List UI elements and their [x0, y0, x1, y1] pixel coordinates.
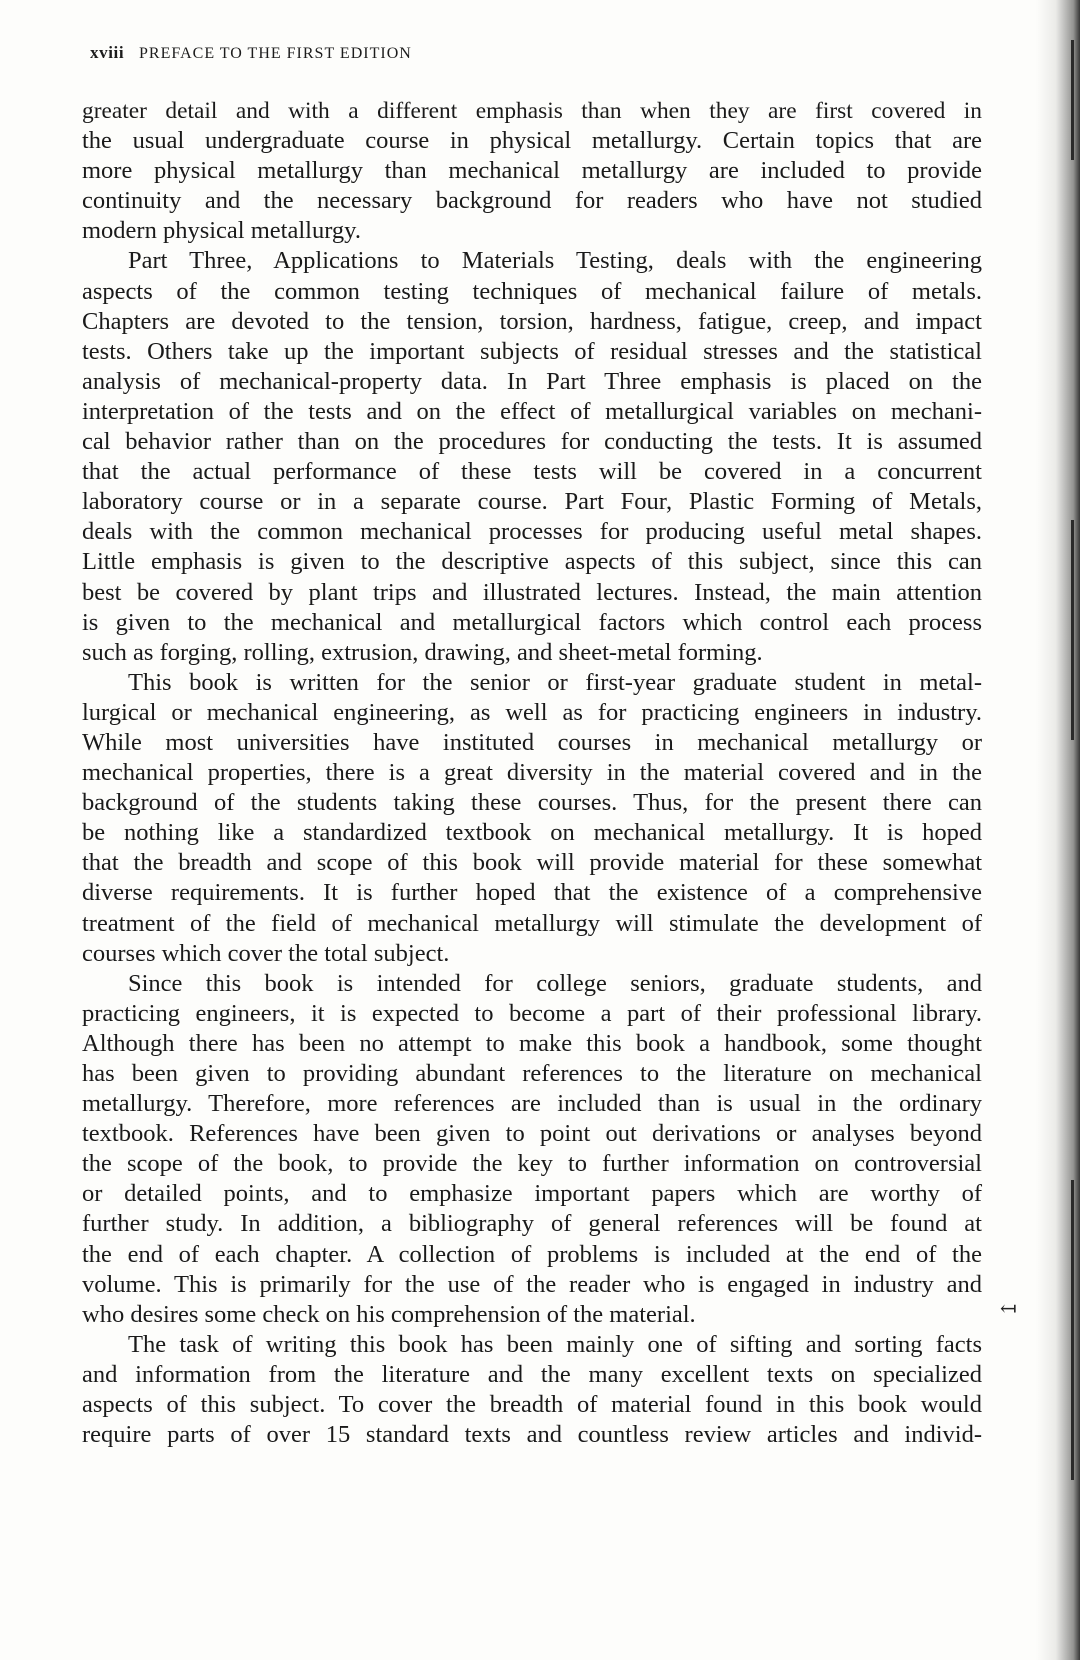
paragraph-start-line: Since this book is intended for college seniors, graduate students, and	[128, 969, 982, 997]
scan-edge-stripe	[1071, 520, 1074, 740]
page-number: xviii	[90, 43, 125, 62]
text-line: aspects of the common testing techniques of mechanical failure of metals.	[82, 277, 982, 305]
text-line: who desires some check on his comprehension of the material.	[82, 1300, 696, 1328]
text-line: require parts of over 15 standard texts and countless review articles and individ-	[82, 1421, 982, 1449]
running-title: PREFACE TO THE FIRST EDITION	[139, 45, 412, 62]
text-line: the end of each chapter. A collection of problems is included at the end of the	[82, 1240, 982, 1268]
text-line: that the breadth and scope of this book will provide material for these somewhat	[82, 849, 982, 877]
text-line: has been given to providing abundant references to the literature on mechanical	[82, 1060, 982, 1087]
running-head	[90, 43, 412, 63]
paragraph-start-line: This book is written for the senior or first-year graduate student in metal-	[128, 668, 982, 696]
text-line: the scope of the book, to provide the key to further information on controversial	[82, 1150, 982, 1178]
text-line: the usual undergraduate course in physical metallurgy. Certain topics that are	[82, 127, 982, 155]
scan-edge-stripe	[1071, 1180, 1074, 1480]
text-line: lurgical or mechanical engineering, as well as for practicing engineers in industry.	[82, 698, 982, 726]
text-line: and information from the literature and the many excellent texts on specialized	[82, 1360, 982, 1388]
text-line: such as forging, rolling, extrusion, drawing, and sheet-metal forming.	[82, 638, 763, 666]
text-line: continuity and the necessary background for readers who have not studied	[82, 187, 982, 215]
text-line: practicing engineers, it is expected to become a part of their professional library.	[82, 999, 982, 1027]
text-line: that the actual performance of these tests will be covered in a concurrent	[82, 458, 982, 486]
text-line: treatment of the field of mechanical metallurgy will stimulate the development of	[82, 909, 982, 937]
text-line: Chapters are devoted to the tension, torsion, hardness, fatigue, creep, and impact	[82, 307, 982, 335]
text-line: deals with the common mechanical processes for producing useful metal shapes.	[82, 518, 982, 546]
text-line: or detailed points, and to emphasize important papers which are worthy of	[82, 1180, 982, 1208]
text-line: Little emphasis is given to the descriptive aspects of this subject, since this can	[82, 548, 982, 576]
body-text	[82, 96, 982, 1450]
scan-edge-shadow	[1036, 0, 1080, 1660]
text-line: Although there has been no attempt to make this book a handbook, some thought	[82, 1029, 982, 1057]
text-line: interpretation of the tests and on the effect of metallurgical variables on mechani-	[82, 397, 982, 425]
paragraph-start-line: The task of writing this book has been mainly one of sifting and sorting facts	[128, 1330, 982, 1358]
text-line: aspects of this subject. To cover the breadth of material found in this book would	[82, 1391, 982, 1419]
text-line: mechanical properties, there is a great diversity in the material covered and in the	[82, 759, 982, 787]
text-line: greater detail and with a different emphasis than when they are first covered in	[82, 98, 982, 124]
text-line: tests. Others take up the important subjects of residual stresses and the statistical	[82, 337, 982, 365]
text-line: further study. In addition, a bibliography of general references will be found at	[82, 1210, 982, 1238]
text-line: textbook. References have been given to point out derivations or analyses beyond	[82, 1120, 982, 1148]
text-line: While most universities have instituted courses in mechanical metallurgy or	[82, 728, 982, 756]
text-line: be nothing like a standardized textbook on mechanical metallurgy. It is hoped	[82, 819, 982, 847]
text-line: cal behavior rather than on the procedures for conducting the tests. It is assumed	[82, 428, 982, 456]
text-line: is given to the mechanical and metallurgical factors which control each process	[82, 608, 982, 636]
text-line: courses which cover the total subject.	[82, 939, 450, 967]
text-line: background of the students taking these courses. Thus, for the present there can	[82, 789, 982, 817]
text-line: diverse requirements. It is further hoped that the existence of a comprehensive	[82, 879, 982, 907]
text-line: best be covered by plant trips and illustrated lectures. Instead, the main attention	[82, 578, 982, 606]
text-line: modern physical metallurgy.	[82, 217, 361, 245]
text-line: laboratory course or in a separate course. Part Four, Plastic Forming of Metals,	[82, 488, 982, 516]
text-line: analysis of mechanical-property data. In Part Three emphasis is placed on the	[82, 367, 982, 395]
text-line: more physical metallurgy than mechanical metallurgy are included to provide	[82, 157, 982, 185]
paragraph-start-line: Part Three, Applications to Materials Testing, deals with the engineering	[128, 247, 982, 275]
margin-pencil-mark: ↤	[1000, 1298, 1017, 1320]
scan-edge-stripe	[1071, 40, 1074, 160]
text-line: volume. This is primarily for the use of the reader who is engaged in industry and	[82, 1270, 982, 1298]
text-line: metallurgy. Therefore, more references are included than is usual in the ordinary	[82, 1090, 982, 1118]
